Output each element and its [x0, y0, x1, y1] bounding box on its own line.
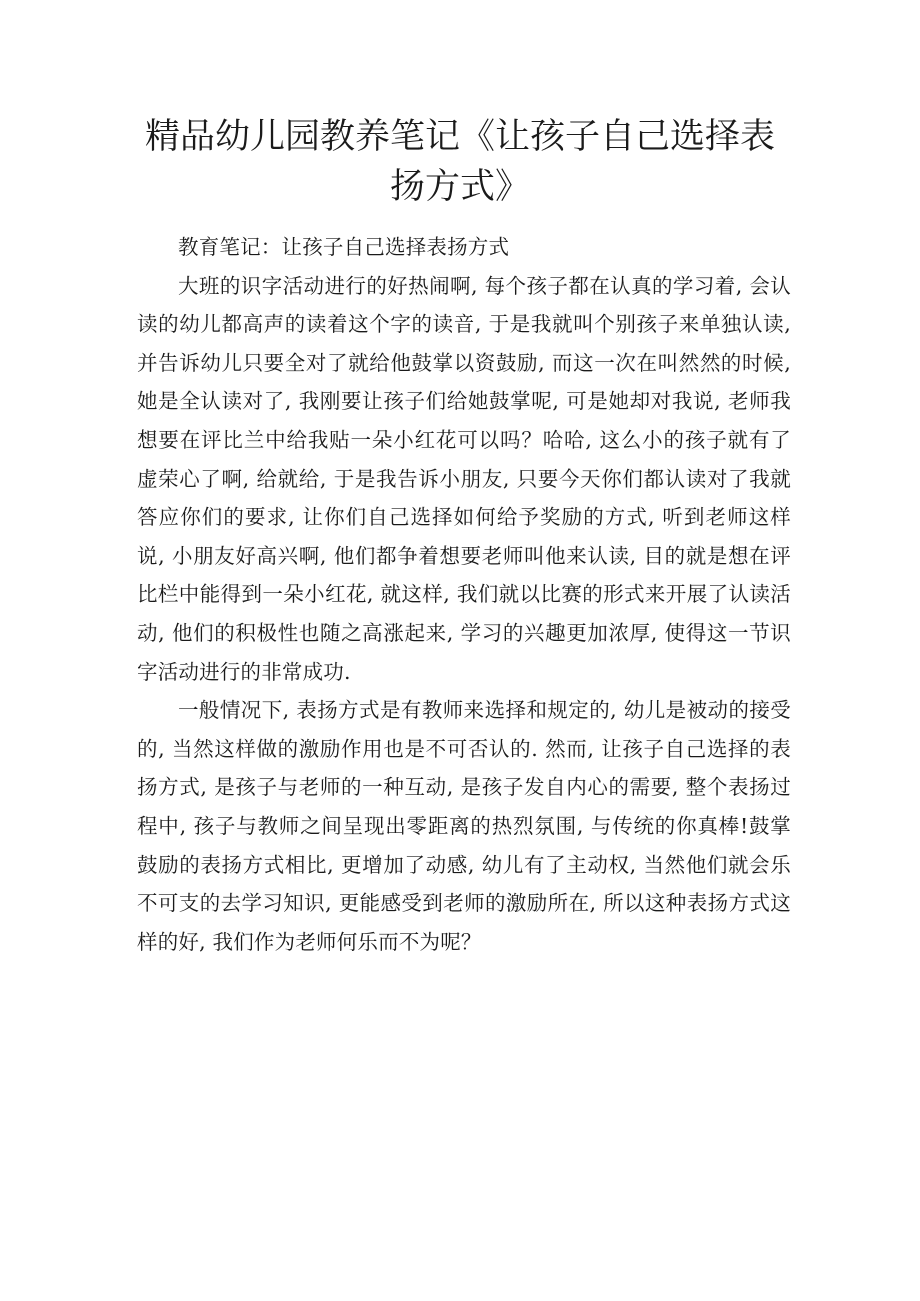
body-paragraph-2: 一般情况下, 表扬方式是有教师来选择和规定的, 幼儿是被动的接受的, 当然这样做的激励作用也是不可否认的. 然而, 让孩子自己选择的表扬方式, 是孩子与老师的一种互动, 是孩子发自内心的需要, 整个表扬过程中, 孩子与教师之间呈现出零距离的热烈氛围, 与传统的你真棒!鼓掌鼓励的表扬方式相比, 更增加了动感, 幼儿有了主动权, 当然他们就会乐不可支的去学习知识, 更能感受到老师的激励所在, 所以这种表扬方式这样的好, 我们作为老师何乐而不为呢？ — [137, 698, 791, 954]
document-body — [137, 228, 791, 961]
body-paragraph-1: 大班的识字活动进行的好热闹啊, 每个孩子都在认真的学习着, 会认读的幼儿都高声的读着这个字的读音, 于是我就叫个别孩子来单独认读, 并告诉幼儿只要全对了就给他鼓掌以资鼓励, 而这一次在叫然然的时候, 她是全认读对了, 我刚要让孩子们给她鼓掌呢, 可是她却对我说, 老师我想要在评比兰中给我贴一朵小红花可以吗？哈哈, 这么小的孩子就有了虚荣心了啊, 给就给, 于是我告诉小朋友, 只要今天你们都认读对了我就答应你们的要求, 让你们自己选择如何给予奖励的方式, 听到老师这样说, 小朋友好高兴啊, 他们都争着想要老师叫他来认读, 目的就是想在评比栏中能得到一朵小红花, 就这样, 我们就以比赛的形式来开展了认读活动, 他们的积极性也随之高涨起来, 学习的兴趣更加浓厚, 使得这一节识字活动进行的非常成功. — [137, 273, 791, 684]
subtitle-paragraph: 教育笔记：让孩子自己选择表扬方式 — [178, 235, 510, 259]
document-title: 精品幼儿园教养笔记《让孩子自己选择表扬方式》 — [144, 117, 775, 207]
